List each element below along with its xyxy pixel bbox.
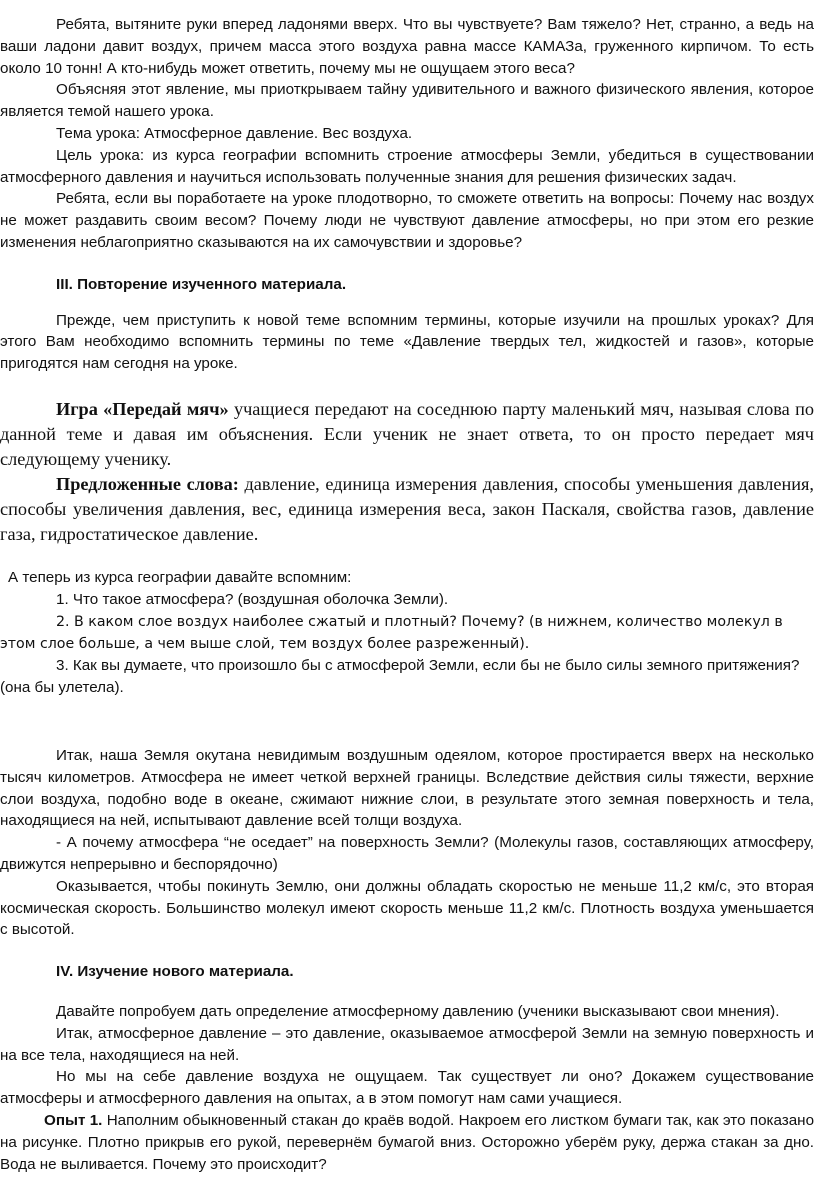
experiment-1-paragraph [0, 1110, 814, 1175]
section-3-paragraph-2: Итак, наша Земля окутана невидимым воздушным одеялом, которое простирается вверх на несколько тысяч километров. Атмосфера не имеет четкой верхней границы. Вследствие действия силы тяжести, верхние слои воздуха, подобно воде в океане, сжимают нижние слои, в результате этого земная поверхность и тела, находящиеся на ней, испытывают давление всей толщи воздуха. [0, 746, 814, 830]
geography-intro: А теперь из курса географии давайте вспомним: [8, 568, 352, 586]
intro-paragraph-1: Ребята, вытяните руки вперед ладонями вверх. Что вы чувствуете? Вам тяжело? Нет, странно, а ведь на ваши ладони давит воздух, причем масса этого воздуха равна массе КАМАЗа, груженного кирпичом. То есть около 10 тонн! А кто-нибудь может ответить, почему мы не ощущаем этого веса? [0, 16, 814, 77]
section-3-heading: III. Повторение изученного материала. [56, 275, 347, 293]
game-paragraph [0, 397, 814, 472]
words-paragraph [0, 472, 814, 547]
section-4-paragraph-3: Но мы на себе давление воздуха не ощущаем. Так существует ли оно? Докажем существование атмосферы и атмосферного давления на опытах, а в этом помогут нам сами учащиеся. [0, 1068, 814, 1108]
game-title: Игра «Передай мяч» [56, 398, 229, 419]
section-4-heading: IV. Изучение нового материала. [56, 963, 294, 981]
intro-paragraph-5: Ребята, если вы поработаете на уроке плодотворно, то сможете ответить на вопросы: Почему нас воздух не может раздавить своим весом? Почему люди не чувствуют давление атмосферы, но при этом его резкие изменения неблагоприятно сказываются на их самочувствии и здоровье? [0, 190, 814, 251]
question-2: 2. В каком слое воздух наиболее сжатый и плотный? Почему? (в нижнем, количество молекул в этом слое больше, а чем выше слой, тем воздух более разреженный). [0, 613, 783, 652]
section-3-paragraph-4: Оказывается, чтобы покинуть Землю, они должны обладать скоростью не меньше 11,2 км/с, это вторая космическая скорость. Большинство молекул имеют скорость меньше 11,2 км/с. Плотность воздуха уменьшается с высотой. [0, 877, 814, 939]
section-4-paragraph-1: Давайте попробуем дать определение атмосферному давлению (ученики высказывают свои мнения). [56, 1002, 780, 1020]
experiment-1-text: Наполним обыкновенный стакан до краёв водой. Накроем его листком бумаги так, как это показано на рисунке. Плотно прикрыв его рукой, перевернём бумагой вниз. Осторожно уберём руку, держа стакан за дно. Вода не выливается. Почему это происходит? [0, 1111, 815, 1173]
section-4-paragraph-2: Итак, атмосферное давление – это давление, оказываемое атмосферой Земли на земную поверхность и на все тела, находящиеся на ней. [0, 1024, 814, 1064]
words-title: Предложенные слова: [56, 473, 239, 494]
experiment-1-label: Опыт 1. [44, 1111, 103, 1129]
intro-paragraph-2: Объясняя этот явление, мы приоткрываем тайну удивительного и важного физического явления, которое является темой нашего урока. [0, 81, 814, 121]
game-text: учащиеся передают на соседнюю парту маленький мяч, называя слова по данной теме и давая им объяснения. Если ученик не знает ответа, то он просто передает мяч следующему ученику. [0, 398, 814, 469]
section-3-paragraph-3: - А почему атмосфера “не оседает” на поверхность Земли? (Молекулы газов, составляющих атмосферу, движутся непрерывно и беспорядочно) [0, 834, 814, 873]
words-text: давление, единица измерения давления, способы уменьшения давления, способы увеличения давления, вес, единица измерения веса, закон Паскаля, свойства газов, давление газа, гидростатическое давление. [0, 473, 814, 544]
lesson-goal: Цель урока: из курса географии вспомнить строение атмосферы Земли, убедиться в существовании атмосферного давления и научиться использовать полученные знания для решения физических задач. [0, 146, 814, 186]
section-3-paragraph-1: Прежде, чем приступить к новой теме вспомним термины, которые изучили на прошлых уроках? Для этого Вам необходимо вспомнить термины по теме «Давление твердых тел, жидкостей и газов», которые пригодятся нам сегодня на уроке. [0, 311, 814, 373]
question-1: 1. Что такое атмосфера? (воздушная оболочка Земли). [56, 590, 449, 608]
question-3: 3. Как вы думаете, что произошло бы с атмосферой Земли, если бы не было силы земного притяжения? (она бы улетела). [0, 656, 800, 696]
lesson-topic: Тема урока: Атмосферное давление. Вес воздуха. [56, 124, 413, 142]
